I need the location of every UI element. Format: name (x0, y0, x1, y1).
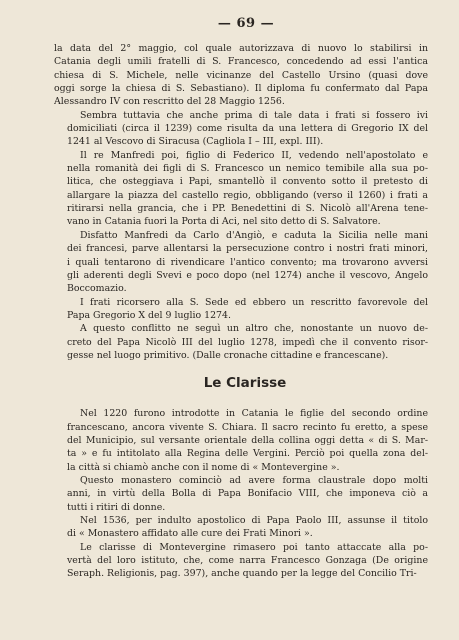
text-line: Alessandro IV con rescritto del 28 Maggio 1256. (54, 96, 285, 108)
page-number: — 69 — (217, 16, 275, 31)
text-line: Nel 1220 furono introdotte in Catania le figlie del secondo ordine (80, 408, 428, 420)
text-block-history (54, 42, 428, 362)
text-line: gli aderenti degli Svevi e poco dopo (nel 1274) anche il vescovo, Angelo (67, 269, 428, 281)
paragraph (54, 322, 428, 362)
text-line: domiciliati (circa il 1239) come risulta da una lettera di Gregorio IX del (67, 123, 428, 135)
text-line: la data del 2° maggio, col quale autorizzava di nuovo lo stabilirsi in (54, 43, 428, 54)
paragraph (54, 514, 428, 541)
text-line: anni, in virtù della Bolla di Papa Bonifacio VIII, che imponeva ciò a (67, 488, 428, 500)
text-line: Disfatto Manfredi da Carlo d'Angiò, e caduta la Sicilia nelle mani (80, 229, 428, 241)
text-line: Il re Manfredi poi, figlio di Federico II, vedendo nell'apostolato e (80, 149, 428, 161)
text-line: litica, che osteggiava i Papi, smantellò il convento sotto il pretesto di (67, 176, 428, 188)
text-line: gesse nel luogo primitivo. (Dalle cronache cittadine e francescane). (67, 349, 389, 361)
text-line: i quali tentarono di rivendicare l'antico convento; ma trovarono avversi (67, 256, 428, 268)
text-line: tutti i ritiri di donne. (67, 501, 166, 513)
text-line: Catania degli umili fratelli di S. Francesco, concedendo ad essi l'antica (54, 56, 428, 68)
text-line: la città si chiamò anche con il nome di « Montevergine ». (67, 461, 340, 473)
paragraph (54, 42, 428, 109)
text-line: Seraph. Religionis, pag. 397), anche quando per la legge del Concilio Tri- (67, 568, 417, 580)
text-line: allargare la piazza del castello regio, obbligando (verso il 1260) i frati a (67, 189, 428, 201)
text-line: chiesa di S. Michele, nelle vicinanze del Castello Ursino (quasi dove (54, 69, 428, 81)
text-line: dei francesi, parve allentarsi la persecuzione contro i nostri frati minori, (67, 243, 428, 255)
text-line: del Municipio, sul versante orientale della collina oggi detta « di S. Mar- (67, 434, 428, 446)
text-line: vertà del loro istituto, che, come narra Francesco Gonzaga (De origine (67, 555, 428, 567)
text-line: creto del Papa Nicolò III del luglio 1278, impedì che il convento risor- (67, 336, 428, 348)
text-line: Questo monastero cominciò ad avere forma claustrale dopo molti (80, 474, 428, 486)
text-line: ta » e fu intitolato alla Regina delle Vergini. Perciò poi quella zona del- (67, 448, 428, 460)
paragraph (54, 109, 428, 149)
paragraph (54, 541, 428, 581)
text-line: Le clarisse di Montevergine rimasero poi tanto attaccate alla po- (80, 541, 428, 553)
text-line: Sembra tuttavia che anche prima di tale data i frati si fossero ivi (80, 109, 428, 121)
text-line: nella romanità dei figli di S. Francesco un nemico temibile alla sua po- (67, 163, 428, 175)
text-line: I frati ricorsero alla S. Sede ed ebbero un rescritto favorevole del (80, 296, 428, 308)
text-line: di « Monastero affidato alle cure dei Frati Minori ». (67, 528, 313, 540)
paragraph (54, 407, 428, 474)
paragraph (54, 229, 428, 296)
paragraph (54, 474, 428, 514)
text-line: ritirarsi nella grancia, che i PP. Benedettini di S. Nicolò all'Arena tene- (67, 203, 428, 215)
text-line: vano in Catania fuori la Porta di Aci, nel sito detto di S. Salvatore. (67, 216, 381, 228)
paragraph (54, 149, 428, 229)
text-line: oggi sorge la chiesa di S. Sebastiano). Il diploma fu confermato dal Papa (54, 83, 428, 95)
section-title: Le Clarisse (203, 375, 287, 392)
text-line: Boccomazio. (67, 283, 127, 295)
text-line: 1241 al Vescovo di Siracusa (Cagliola I – III, expl. III). (67, 136, 324, 148)
text-block-clarisse (54, 407, 428, 580)
text-line: francescano, ancora vivente S. Chiara. Il sacro recinto fu eretto, a spese (67, 421, 428, 433)
text-line: Papa Gregorio X del 9 luglio 1274. (67, 309, 231, 321)
text-line: Nel 1536, per indulto apostolico di Papa Paolo III, assunse il titolo (80, 515, 428, 526)
text-line: A questo conflitto ne seguì un altro che, nonostante un nuovo de- (80, 323, 428, 335)
paragraph (54, 296, 428, 323)
